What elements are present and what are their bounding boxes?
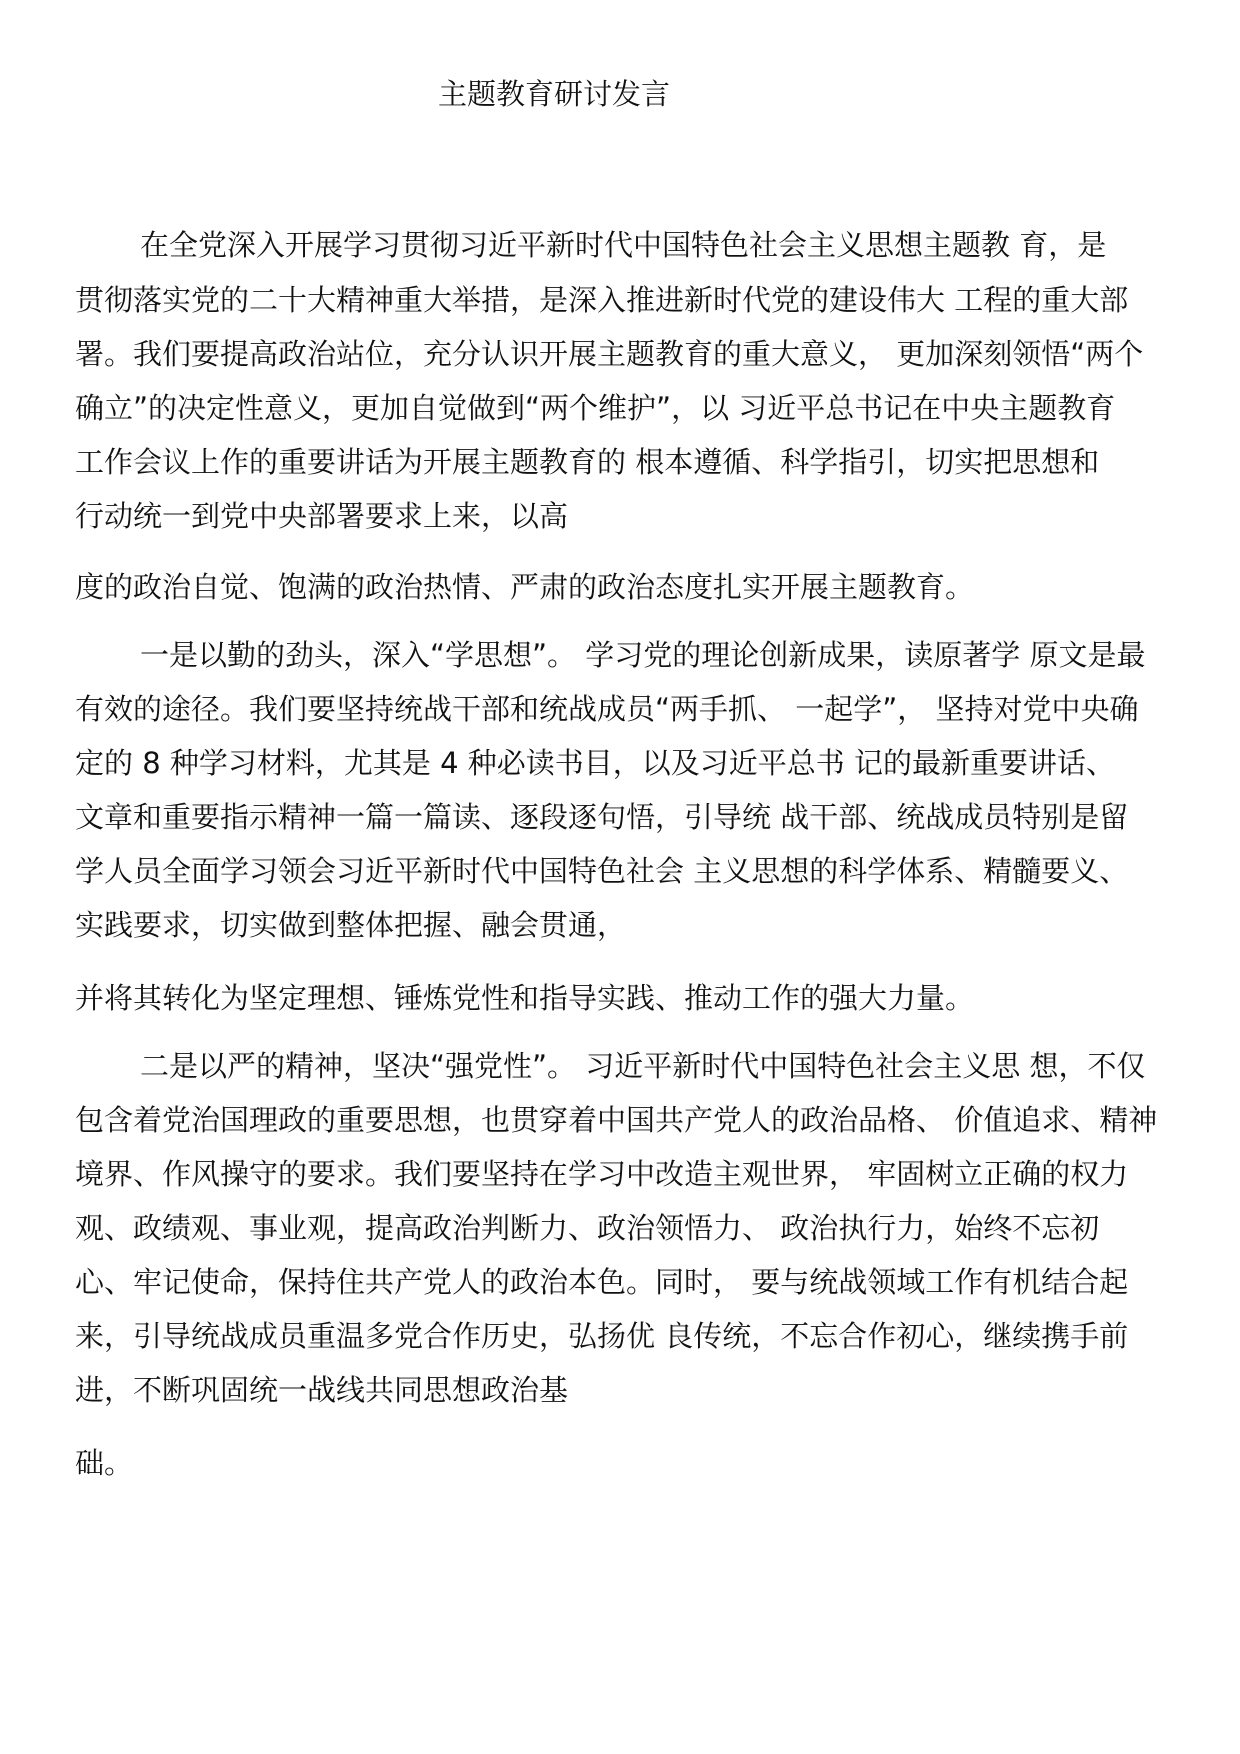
paragraph-6-line-1: 础。: [75, 1446, 134, 1480]
paragraph-5-line-2: 包含着党治国理政的重要思想，也贯穿着中国共产党人的政治品格、 价值追求、精神: [75, 1103, 1158, 1137]
paragraph-3-line-3: 定的 8 种学习材料，尤其是 4 种必读书目，以及习近平总书 记的最新重要讲话、: [75, 746, 1115, 780]
paragraph-1-line-2: 贯彻落实党的二十大精神重大举措，是深入推进新时代党的建设伟大 工程的重大部: [75, 283, 1129, 317]
paragraph-1-line-1: 在全党深入开展学习贯彻习近平新时代中国特色社会主义思想主题教 育，是: [140, 228, 1107, 262]
paragraph-5-line-4: 观、政绩观、事业观，提高政治判断力、政治领悟力、 政治执行力，始终不忘初: [75, 1211, 1100, 1245]
paragraph-4-line-1: 并将其转化为坚定理想、锤炼党性和指导实践、推动工作的强大力量。: [75, 981, 975, 1015]
paragraph-1-line-5: 工作会议上作的重要讲话为开展主题教育的 根本遵循、科学指引，切实把思想和: [75, 445, 1100, 479]
paragraph-5-line-6: 来，引导统战成员重温多党合作历史，弘扬优 良传统，不忘合作初心，继续携手前: [75, 1319, 1129, 1353]
paragraph-5-line-3: 境界、作风操守的要求。我们要坚持在学习中改造主观世界， 牢固树立正确的权力: [75, 1157, 1129, 1191]
paragraph-5-line-1: 二是以严的精神，坚决“强党性”。 习近平新时代中国特色社会主义思 想，不仅: [140, 1049, 1146, 1083]
paragraph-3-line-6: 实践要求，切实做到整体把握、融会贯通，: [75, 908, 627, 942]
paragraph-5-line-7: 进，不断巩固统一战线共同思想政治基: [75, 1373, 569, 1407]
paragraph-3-line-2: 有效的途径。我们要坚持统战干部和统战成员“两手抓、 一起学”， 坚持对党中央确: [75, 692, 1139, 726]
paragraph-1-line-6: 行动统一到党中央部署要求上来，以高: [75, 499, 569, 533]
paragraph-3-line-5: 学人员全面学习领会习近平新时代中国特色社会 主义思想的科学体系、精髓要义、: [75, 854, 1129, 888]
paragraph-3-line-1: 一是以勤的劲头，深入“学思想”。 学习党的理论创新成果，读原著学 原文是最: [140, 638, 1146, 672]
paragraph-5-line-5: 心、牢记使命，保持住共产党人的政治本色。同时， 要与统战领域工作有机结合起: [75, 1265, 1129, 1299]
document-title: 主题教育研讨发言: [438, 77, 671, 111]
paragraph-2-line-1: 度的政治自觉、饱满的政治热情、严肃的政治态度扎实开展主题教育。: [75, 570, 975, 604]
paragraph-1-line-4: 确立”的决定性意义，更加自觉做到“两个维护”，以 习近平总书记在中央主题教育: [75, 391, 1116, 425]
paragraph-1-line-3: 署。我们要提高政治站位，充分认识开展主题教育的重大意义， 更加深刻领悟“两个: [75, 337, 1144, 371]
paragraph-3-line-4: 文章和重要指示精神一篇一篇读、逐段逐句悟，引导统 战干部、统战成员特别是留: [75, 800, 1129, 834]
